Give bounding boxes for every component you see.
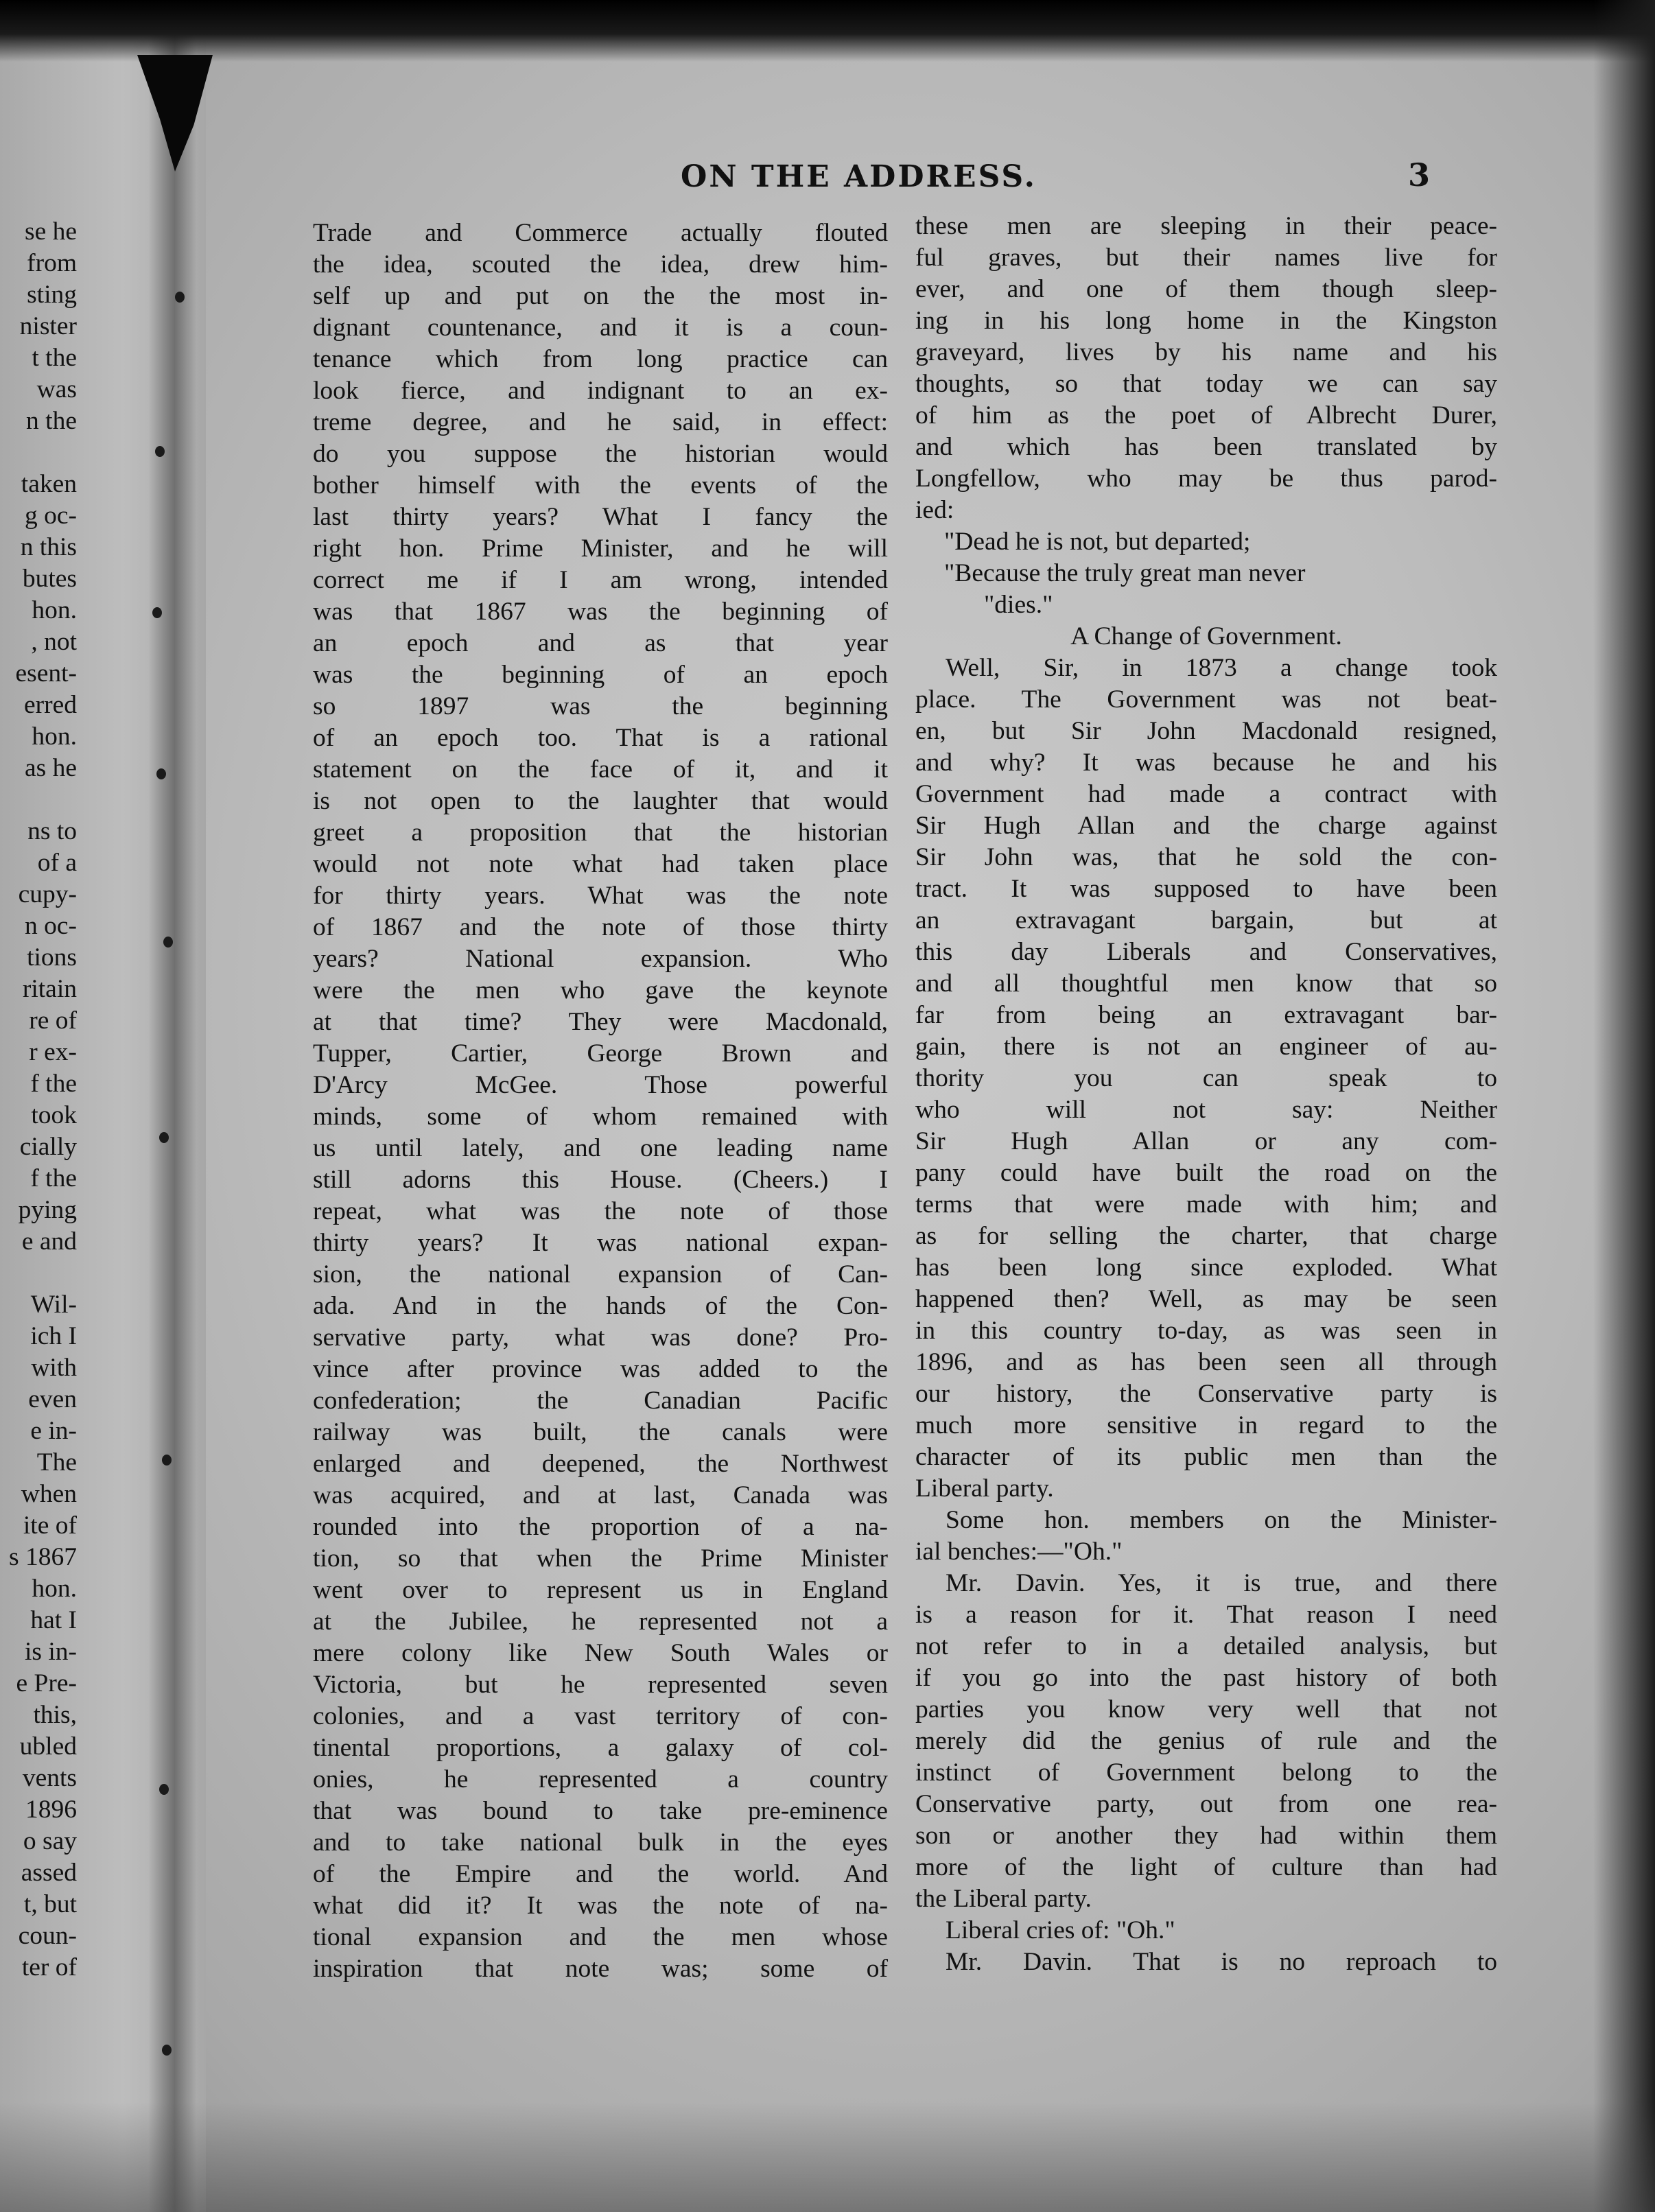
text-line: ada. And in the hands of the Con- bbox=[313, 1292, 888, 1320]
text-line: even bbox=[28, 1385, 77, 1413]
text-line: of the Empire and the world. And bbox=[313, 1860, 888, 1888]
binding-hole bbox=[159, 1784, 169, 1795]
text-line: has been long since exploded. What bbox=[915, 1254, 1497, 1282]
text-line: treme degree, and he said, in effect: bbox=[313, 408, 888, 436]
text-line: of an epoch too. That is a rational bbox=[313, 724, 888, 752]
text-line: erred bbox=[23, 691, 77, 719]
text-line: 1896, and as has been seen all through bbox=[915, 1348, 1497, 1376]
text-line: "dies." bbox=[984, 591, 1053, 619]
text-line: place. The Government was not beat- bbox=[915, 685, 1497, 714]
text-line: A Change of Government. bbox=[1070, 622, 1342, 650]
text-line: sion, the national expansion of Can- bbox=[313, 1260, 888, 1289]
text-line: is in- bbox=[24, 1638, 77, 1666]
text-line: look fierce, and indignant to an ex- bbox=[313, 377, 888, 405]
text-line: Government had made a contract with bbox=[915, 780, 1497, 808]
text-line: e Pre- bbox=[16, 1669, 77, 1697]
text-line: coun- bbox=[18, 1922, 77, 1950]
text-line bbox=[0, 437, 77, 469]
text-line: statement on the face of it, and it bbox=[313, 755, 888, 784]
text-line: colonies, and a vast territory of con- bbox=[313, 1702, 888, 1730]
text-line: o say bbox=[23, 1827, 77, 1855]
text-line: sting bbox=[27, 281, 77, 309]
text-line: who will not say: Neither bbox=[915, 1096, 1497, 1124]
text-line: went over to represent us in England bbox=[313, 1576, 888, 1604]
text-line: assed bbox=[21, 1859, 77, 1887]
right-text-column bbox=[915, 211, 1497, 1978]
text-line: from bbox=[27, 249, 77, 277]
text-line: re of bbox=[29, 1007, 77, 1035]
text-line: correct me if I am wrong, intended bbox=[313, 566, 888, 594]
binding-hole bbox=[155, 446, 165, 457]
binding-hole bbox=[152, 607, 162, 618]
text-line: not refer to in a detailed analysis, but bbox=[915, 1632, 1497, 1660]
text-line: merely did the genius of rule and the bbox=[915, 1727, 1497, 1755]
text-line: repeat, what was the note of those bbox=[313, 1197, 888, 1225]
text-line: bother himself with the events of the bbox=[313, 471, 888, 499]
text-line: was acquired, and at last, Canada was bbox=[313, 1481, 888, 1509]
text-line: D'Arcy McGee. Those powerful bbox=[313, 1071, 888, 1099]
text-line: Longfellow, who may be thus parod- bbox=[915, 464, 1497, 493]
text-line: cupy- bbox=[18, 880, 77, 908]
text-line: butes bbox=[22, 565, 77, 593]
text-line: ial benches:—"Oh." bbox=[915, 1538, 1123, 1566]
text-line: thority you can speak to bbox=[915, 1064, 1497, 1092]
text-line: is not open to the laughter that would bbox=[313, 787, 888, 815]
text-line: of him as the poet of Albrecht Durer, bbox=[915, 401, 1497, 430]
text-line: an epoch and as that year bbox=[313, 629, 888, 657]
text-line: esent- bbox=[15, 659, 77, 687]
text-line: and all thoughtful men know that so bbox=[915, 969, 1497, 998]
text-line: self up and put on the the most in- bbox=[313, 282, 888, 310]
text-line: parties you know very well that not bbox=[915, 1695, 1497, 1723]
text-line: Tupper, Cartier, George Brown and bbox=[313, 1039, 888, 1068]
text-line: years? National expansion. Who bbox=[313, 945, 888, 973]
text-line: railway was built, the canals were bbox=[313, 1418, 888, 1446]
text-line: was that 1867 was the beginning of bbox=[313, 598, 888, 626]
text-line: the Liberal party. bbox=[915, 1885, 1092, 1913]
text-line: ever, and one of them though sleep- bbox=[915, 275, 1497, 303]
text-line: greet a proposition that the historian bbox=[313, 819, 888, 847]
text-line: Mr. Davin. Yes, it is true, and there bbox=[946, 1569, 1497, 1597]
text-line: this, bbox=[33, 1701, 77, 1729]
text-line: far from being an extravagant bar- bbox=[915, 1001, 1497, 1029]
text-line: the idea, scouted the idea, drew him- bbox=[313, 250, 888, 279]
text-line: s 1867 bbox=[9, 1543, 77, 1571]
text-line: thirty years? It was national expan- bbox=[313, 1229, 888, 1257]
text-line: g oc- bbox=[24, 502, 77, 530]
text-line: ful graves, but their names live for bbox=[915, 244, 1497, 272]
text-line: confederation; the Canadian Pacific bbox=[313, 1387, 888, 1415]
text-line: ritain bbox=[22, 975, 77, 1003]
text-line: vince after province was added to the bbox=[313, 1355, 888, 1383]
text-line: pying bbox=[18, 1196, 77, 1224]
text-line: is a reason for it. That reason I need bbox=[915, 1601, 1497, 1629]
text-line: , not bbox=[31, 628, 77, 656]
text-line: tinental proportions, a galaxy of col- bbox=[313, 1734, 888, 1762]
text-line: ing in his long home in the Kingston bbox=[915, 307, 1497, 335]
text-line: cially bbox=[19, 1133, 77, 1161]
text-line: t the bbox=[32, 344, 77, 372]
text-line: these men are sleeping in their peace- bbox=[915, 212, 1497, 240]
text-line: f the bbox=[30, 1164, 77, 1192]
text-line: an extravagant bargain, but at bbox=[915, 906, 1497, 934]
text-line: this day Liberals and Conservatives, bbox=[915, 938, 1497, 966]
text-line: minds, some of whom remained with bbox=[313, 1103, 888, 1131]
text-line: t, but bbox=[23, 1890, 77, 1918]
text-line: tional expansion and the men whose bbox=[313, 1923, 888, 1951]
text-line: Some hon. members on the Minister- bbox=[946, 1506, 1497, 1534]
text-line: onies, he represented a country bbox=[313, 1765, 888, 1793]
text-line: en, but Sir John Macdonald resigned, bbox=[915, 717, 1497, 745]
text-line: more of the light of culture than had bbox=[915, 1853, 1497, 1881]
text-line: se he bbox=[24, 217, 77, 246]
text-line: thoughts, so that today we can say bbox=[915, 370, 1497, 398]
text-line: and why? It was because he and his bbox=[915, 749, 1497, 777]
text-line: tion, so that when the Prime Minister bbox=[313, 1544, 888, 1573]
text-line: 1896 bbox=[25, 1796, 77, 1824]
text-line: happened then? Well, as may be seen bbox=[915, 1285, 1497, 1313]
text-line: instinct of Government belong to the bbox=[915, 1758, 1497, 1787]
text-line: were the men who gave the keynote bbox=[313, 976, 888, 1004]
bottom-scan-shade bbox=[0, 2102, 1655, 2212]
text-line: gain, there is not an engineer of au- bbox=[915, 1033, 1497, 1061]
text-line: in this country to-day, as was seen in bbox=[915, 1317, 1497, 1345]
text-line: as for selling the charter, that charge bbox=[915, 1222, 1497, 1250]
text-line: ubled bbox=[19, 1732, 77, 1761]
text-line: taken bbox=[21, 470, 77, 498]
text-line: would not note what had taken place bbox=[313, 850, 888, 878]
middle-text-column bbox=[313, 217, 888, 1985]
text-line: ite of bbox=[23, 1511, 77, 1540]
text-line: n oc- bbox=[24, 912, 77, 940]
text-line: us until lately, and one leading name bbox=[313, 1134, 888, 1162]
text-line: servative party, what was done? Pro- bbox=[313, 1323, 888, 1352]
text-line: Well, Sir, in 1873 a change took bbox=[946, 654, 1497, 682]
text-line: enlarged and deepened, the Northwest bbox=[313, 1450, 888, 1478]
text-line: Sir Hugh Allan or any com- bbox=[915, 1127, 1497, 1155]
text-line: son or another they had within them bbox=[915, 1822, 1497, 1850]
text-line: was bbox=[36, 375, 77, 403]
text-line: still adorns this House. (Cheers.) I bbox=[313, 1166, 888, 1194]
text-line: vents bbox=[22, 1764, 77, 1792]
text-line: of 1867 and the note of those thirty bbox=[313, 913, 888, 941]
text-line: if you go into the past history of both bbox=[915, 1664, 1497, 1692]
text-line: f the bbox=[30, 1070, 77, 1098]
text-line: Conservative party, out from one rea- bbox=[915, 1790, 1497, 1818]
page-number: 3 bbox=[1408, 156, 1431, 193]
text-line: at the Jubilee, he represented not a bbox=[313, 1608, 888, 1636]
text-line: much more sensitive in regard to the bbox=[915, 1411, 1497, 1439]
text-line: what did it? It was the note of na- bbox=[313, 1892, 888, 1920]
text-line: Sir John was, that he sold the con- bbox=[915, 843, 1497, 871]
text-line: when bbox=[21, 1480, 77, 1508]
text-line: nister bbox=[19, 312, 77, 340]
text-line: mere colony like New South Wales or bbox=[313, 1639, 888, 1667]
text-line: Victoria, but he represented seven bbox=[313, 1671, 888, 1699]
text-line: "Because the truly great man never bbox=[944, 559, 1306, 587]
text-line: hon. bbox=[32, 722, 77, 751]
text-line: tract. It was supposed to have been bbox=[915, 875, 1497, 903]
text-line: right hon. Prime Minister, and he will bbox=[313, 534, 888, 563]
text-line: character of its public men than the bbox=[915, 1443, 1497, 1471]
text-line: Liberal cries of: "Oh." bbox=[946, 1916, 1175, 1944]
text-line: as he bbox=[24, 754, 77, 782]
text-line: graveyard, lives by his name and his bbox=[915, 338, 1497, 366]
binding-hole bbox=[162, 1455, 172, 1466]
binding-hole bbox=[175, 292, 185, 303]
text-line: for thirty years. What was the note bbox=[313, 882, 888, 910]
binding-hole bbox=[156, 768, 166, 779]
text-line: terms that were made with him; and bbox=[915, 1190, 1497, 1219]
text-line: ied: bbox=[915, 496, 954, 524]
text-line: Wil- bbox=[30, 1291, 77, 1319]
text-line bbox=[0, 784, 77, 816]
text-line: ns to bbox=[27, 817, 77, 845]
text-line: and to take national bulk in the eyes bbox=[313, 1828, 888, 1857]
text-line: tions bbox=[27, 943, 77, 972]
text-line: our history, the Conservative party is bbox=[915, 1380, 1497, 1408]
text-line: pany could have built the road on the bbox=[915, 1159, 1497, 1187]
text-line: Liberal party. bbox=[915, 1474, 1054, 1503]
running-header bbox=[672, 156, 1462, 207]
text-line: "Dead he is not, but departed; bbox=[944, 528, 1251, 556]
page-title: ON THE ADDRESS. bbox=[681, 159, 1037, 194]
text-line: at that time? They were Macdonald, bbox=[313, 1008, 888, 1036]
text-line: hon. bbox=[32, 1575, 77, 1603]
text-line: Mr. Davin. That is no reproach to bbox=[946, 1948, 1497, 1976]
text-line: dignant countenance, and it is a coun- bbox=[313, 314, 888, 342]
text-line: ich I bbox=[30, 1322, 77, 1350]
page-gutter-fold bbox=[148, 0, 196, 2212]
text-line: n this bbox=[20, 533, 77, 561]
text-line: e in- bbox=[30, 1417, 77, 1445]
text-line: with bbox=[31, 1354, 77, 1382]
text-line: hat I bbox=[30, 1606, 77, 1634]
text-line: r ex- bbox=[29, 1038, 77, 1066]
text-line: do you suppose the historian would bbox=[313, 440, 888, 468]
text-line: hon. bbox=[32, 596, 77, 624]
right-scan-border bbox=[1593, 0, 1655, 2212]
text-line: tenance which from long practice can bbox=[313, 345, 888, 373]
left-fragment-column bbox=[0, 216, 77, 1984]
text-line: inspiration that note was; some of bbox=[313, 1955, 888, 1983]
text-line: that was bound to take pre-eminence bbox=[313, 1797, 888, 1825]
text-line: was the beginning of an epoch bbox=[313, 661, 888, 689]
text-line bbox=[0, 1258, 77, 1289]
text-line: Sir Hugh Allan and the charge against bbox=[915, 812, 1497, 840]
text-line: and which has been translated by bbox=[915, 433, 1497, 461]
text-line: so 1897 was the beginning bbox=[313, 692, 888, 720]
text-line: The bbox=[36, 1448, 77, 1476]
top-scan-border bbox=[0, 0, 1655, 62]
text-line: Trade and Commerce actually flouted bbox=[313, 219, 888, 247]
text-line: ter of bbox=[21, 1953, 77, 1981]
binding-hole bbox=[159, 1132, 169, 1143]
text-line: e and bbox=[21, 1227, 77, 1256]
binding-hole bbox=[162, 2045, 172, 2056]
text-line: of a bbox=[37, 849, 77, 877]
text-line: rounded into the proportion of a na- bbox=[313, 1513, 888, 1541]
binding-hole bbox=[163, 937, 173, 948]
text-line: took bbox=[31, 1101, 77, 1129]
text-line: last thirty years? What I fancy the bbox=[313, 503, 888, 531]
text-line: n the bbox=[26, 407, 77, 435]
